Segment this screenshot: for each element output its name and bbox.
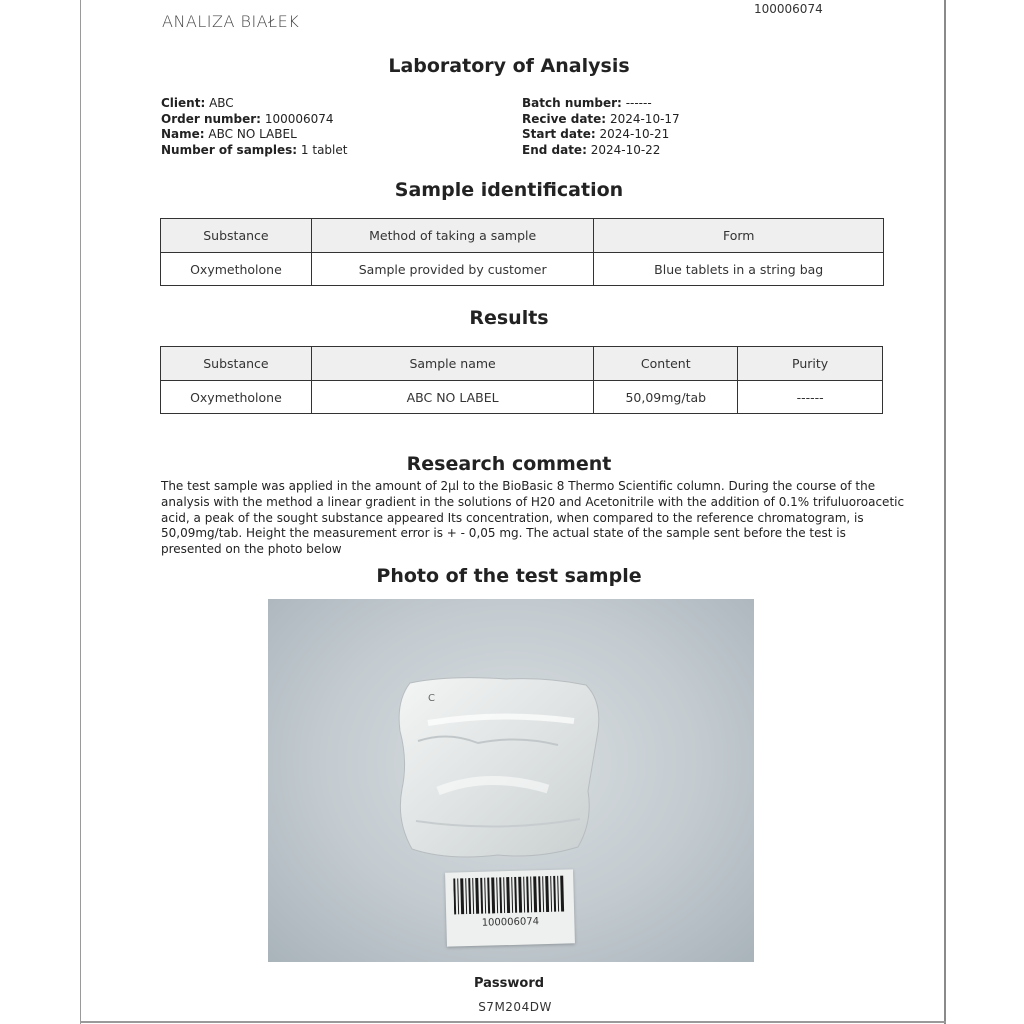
batch-number-row — [522, 96, 680, 112]
password-label: Password — [473, 976, 545, 991]
sample-identification-table — [160, 218, 884, 286]
sample-photo — [268, 599, 754, 962]
name-label: Name: — [161, 127, 205, 142]
client-label: Client: — [161, 96, 206, 110]
column-header: Method of taking a sample — [311, 219, 594, 253]
page-bottom-edge — [80, 1021, 946, 1023]
samples-label: Number of samples: — [161, 143, 298, 158]
barcode-number: 100006074 — [481, 916, 540, 929]
sample-bag-image — [388, 671, 603, 866]
end-date-label: End date: — [522, 143, 587, 158]
name-row — [161, 127, 347, 143]
sample-identification-heading: Sample identification — [394, 179, 624, 201]
receive-date-label: Recive date: — [522, 111, 607, 126]
research-comment-text: The test sample was applied in the amount of 2µl to the BioBasic 8 Thermo Scientific column. During the course of the analysis with the method a linear gradient in the solutions of H20 and Acetonitrile with the addition of 0.1% trifuluoroacetic acid, a peak of the sought substance appeared Its concentration, when compared to the reference chromatogram, is 50,09mg/tab. Height the measurement error is + - 0,05 mg. The actual state of the sample sent before the test is presented on the photo below — [161, 479, 905, 557]
page-right-edge — [944, 0, 946, 1024]
receive-date-value: 2024-10-17 — [609, 111, 680, 126]
end-date-value: 2024-10-22 — [590, 143, 661, 158]
batch-number-label: Batch number: — [522, 96, 622, 110]
column-header: Content — [594, 347, 738, 381]
table-cell: Oxymetholone — [161, 253, 312, 286]
order-number-value: 100006074 — [264, 111, 334, 126]
samples-row — [161, 143, 347, 159]
results-table — [160, 346, 883, 414]
table-cell: Sample provided by customer — [311, 253, 594, 286]
company-logo: ANALIZA BIAŁEK — [162, 12, 300, 31]
order-number-row — [161, 112, 347, 128]
client-row — [161, 96, 347, 112]
start-date-row — [522, 127, 680, 143]
bag-mark: C — [428, 693, 435, 704]
start-date-value: 2024-10-21 — [599, 127, 670, 142]
table-cell: ------ — [738, 381, 883, 414]
column-header: Purity — [738, 347, 883, 381]
order-info-right — [522, 96, 680, 159]
password-value: S7M204DW — [478, 1000, 552, 1014]
order-info-left — [161, 96, 347, 159]
barcode-label — [445, 869, 575, 946]
order-number-label: Order number: — [161, 111, 261, 126]
table-cell: 50,09mg/tab — [594, 381, 738, 414]
table-cell: ABC NO LABEL — [311, 381, 593, 414]
samples-value: 1 tablet — [300, 143, 348, 158]
start-date-label: Start date: — [522, 127, 596, 142]
table-row — [161, 381, 883, 414]
table-cell: Oxymetholone — [161, 381, 312, 414]
results-heading: Results — [469, 307, 549, 329]
photo-heading: Photo of the test sample — [376, 565, 642, 587]
client-value: ABC — [209, 96, 234, 110]
table-header-row — [161, 219, 884, 253]
table-cell: Blue tablets in a string bag — [594, 253, 884, 286]
document-number: 100006074 — [754, 2, 823, 16]
page-title: Laboratory of Analysis — [388, 55, 630, 77]
batch-number-value: ------ — [625, 96, 652, 110]
column-header: Substance — [161, 219, 312, 253]
barcode-icon — [453, 876, 566, 915]
column-header: Sample name — [311, 347, 593, 381]
table-row — [161, 253, 884, 286]
name-value: ABC NO LABEL — [208, 127, 297, 142]
table-header-row — [161, 347, 883, 381]
column-header: Substance — [161, 347, 312, 381]
receive-date-row — [522, 112, 680, 128]
research-comment-heading: Research comment — [406, 453, 612, 475]
page-left-edge — [80, 0, 81, 1024]
end-date-row — [522, 143, 680, 159]
column-header: Form — [594, 219, 884, 253]
